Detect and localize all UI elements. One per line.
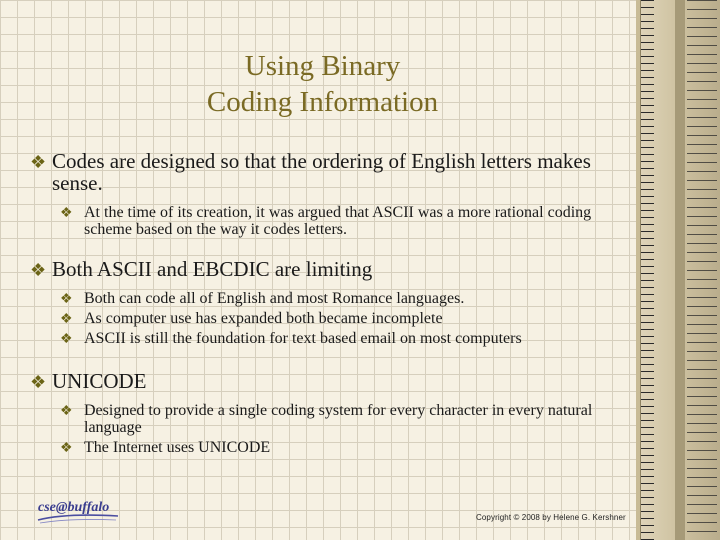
bullet-marker-icon: ❖ — [60, 292, 73, 307]
bullet-1-text: Codes are designed so that the ordering of English letters makes sense. — [52, 149, 591, 195]
bullet-2 — [30, 258, 630, 280]
bullet-3-text: UNICODE — [52, 369, 147, 393]
bullet-3 — [30, 370, 630, 392]
ruler-ticks — [641, 0, 673, 540]
bullet-1-sub-1-text: At the time of its creation, it was argued that ASCII was a more rational coding scheme based on the way it codes letters. — [84, 204, 592, 238]
bullet-2-sub-1 — [60, 290, 630, 307]
bullet-list — [30, 150, 630, 456]
bullet-marker-icon: ❖ — [60, 312, 73, 327]
bullet-1-sub-1 — [60, 204, 630, 238]
bullet-3-sub-2 — [60, 439, 630, 456]
bullet-marker-icon: ❖ — [60, 404, 73, 419]
logo-graphic — [36, 496, 120, 526]
bullet-2-sub-3 — [60, 330, 630, 347]
bullet-marker-icon: ❖ — [30, 372, 47, 392]
cse-buffalo-logo — [36, 496, 120, 526]
bullet-3-sub-1 — [60, 402, 630, 436]
bullet-3-sub-1-text: Designed to provide a single coding system for every character in every natural language — [84, 402, 593, 436]
bullet-2-sub-2-text: As computer use has expanded both became incomplete — [84, 310, 443, 327]
bullet-1 — [30, 150, 630, 194]
bullet-2-sub-2 — [60, 310, 630, 327]
bullet-marker-icon: ❖ — [30, 152, 47, 172]
bullet-2-sub-3-text: ASCII is still the foundation for text based email on most computers — [84, 330, 522, 347]
bullet-2-sub-1-text: Both can code all of English and most Romance languages. — [84, 290, 465, 307]
bullet-3-sub-2-text: The Internet uses UNICODE — [84, 439, 271, 456]
bullet-marker-icon: ❖ — [30, 260, 47, 280]
bullet-2-text: Both ASCII and EBCDIC are limiting — [52, 257, 373, 281]
ruler-ticks-secondary — [687, 0, 717, 540]
title-line-2: Coding Information — [206, 86, 439, 118]
bullet-marker-icon: ❖ — [60, 206, 73, 221]
copyright-text: Copyright © 2008 by Helene G. Kershner — [476, 513, 626, 522]
bullet-marker-icon: ❖ — [60, 332, 73, 347]
bullet-marker-icon: ❖ — [60, 441, 73, 456]
title-line-1: Using Binary — [244, 50, 401, 82]
ruler-strip — [675, 0, 685, 540]
logo-text: cse@buffalo — [38, 500, 110, 515]
slide-title — [120, 48, 525, 120]
